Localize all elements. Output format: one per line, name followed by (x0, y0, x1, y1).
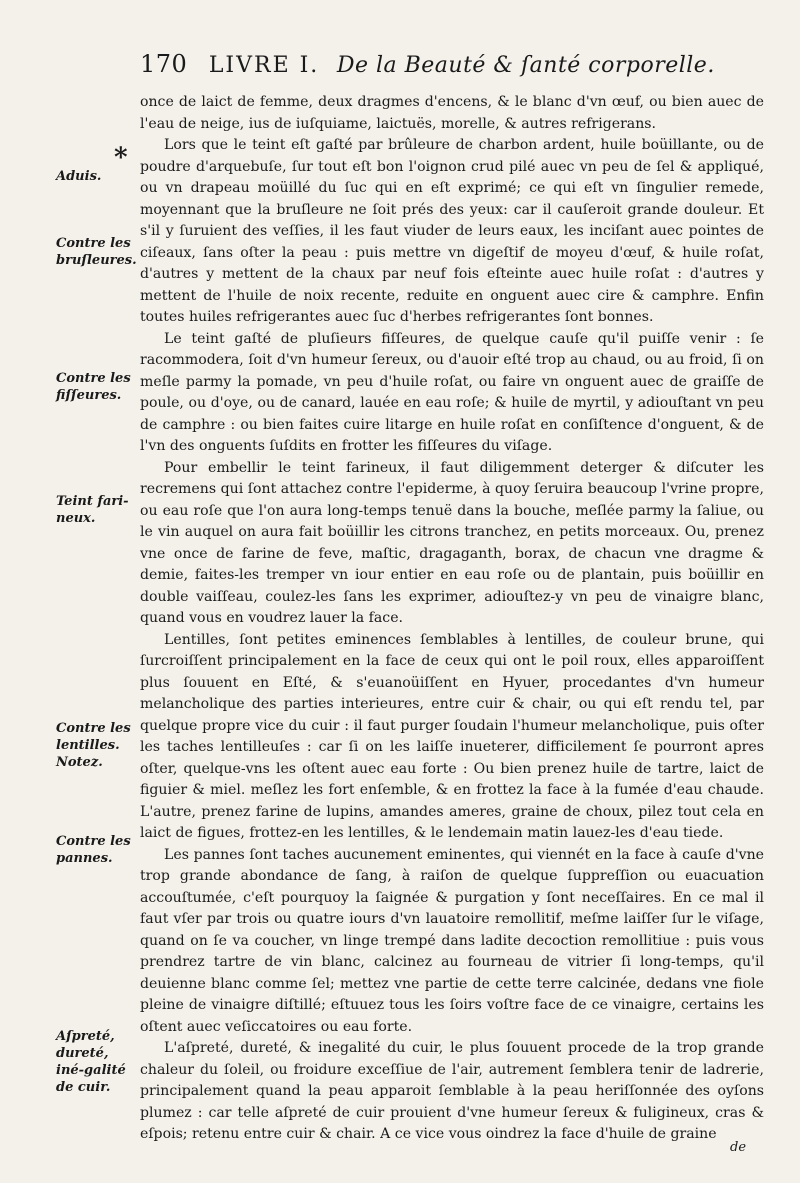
margin-note-lentilles: Contre les lentilles. Notez. (56, 721, 131, 770)
margin-note-teint-farineux: Teint fari-neux. (56, 494, 129, 526)
margin-note-fisseures: Contre les fiſſeures. (56, 371, 131, 403)
paragraph: Lentilles, ſont petites eminences ſemblables à lentilles, de couleur brune, qui ſurcroiſſent principalement en la face de ceux qui ont le poil roux, elles apparoiſſent plus ſouuent en Eſté, & s'euanoüiſſent en Hyuer, procedantes d'vn humeur melancholique des parties interieures, entre cuir & chair, ou qui eſt rendu tel, par quelque propre vice du cuir : il faut purger ſoudain l'humeur melancholique, puis oſter les taches lentilleuſes : car ſi on les laiſſe inueterer, difficilement ſe pourront apres oſter, quelque-vns les oſtent auec eau forte : Ou bien prenez huile de tartre, laict de figuier & miel. meſlez les fort enſemble, & en frottez la face à la fumée d'eau chaude. L'autre, prenez farine de lupins, amandes ameres, graine de choux, pilez tout cela en laict de figues, frottez-en les lentilles, & le lendemain matin lauez-les d'eau tiede. (140, 631, 764, 841)
paragraph: Lors que le teint eſt gaſté par brûleure de charbon ardent, huile boüillante, ou de poudre d'arquebuſe, ſur tout eſt bon l'oignon crud pilé auec vn peu de ſel & appliqué, ou vn drapeau moüillé du ſuc qui en eſt exprimé; ce qui eſt vn ſingulier remede, moyennant que la bruſleure ne ſoit prés des yeux: car il cauſeroit grande douleur. Et s'il y ſuruient des veſſies, il les faut viuder de leurs eaux, les inciſant auec pointes de ciſeaux, ſans oſter la peau : puis mettre vn digeſtif de moyeu d'œuf, & huile roſat, d'autres y mettent de la chaux par neuf fois eſteinte auec huile roſat : d'autres y mettent de l'huile de noix recente, reduite en onguent auec cire & camphre. Enfin toutes huiles refrigerantes auec ſuc d'herbes refrigerantes ſont bonnes. (140, 137, 764, 325)
paragraph: Pour embellir le teint farineux, il faut diligemment deterger & diſcuter les recremens qui ſont attachez contre l'epiderme, à quoy ſeruira beaucoup l'vrine propre, ou eau roſe que l'on aura long-temps tenuë dans la bouche, meſlée parmy la ſaliue, ou le vin auquel on aura fait boüillir les citrons tranchez, en petits morceaux. Ou, prenez vne once de farine de feve, maſtic, dragaganth, borax, de chacun vne dragme & demie, faites-les tremper vn iour entier en eau roſe ou de plantain, puis boüillir en double vaiſſeau, coulez-les ſans les exprimer, adiouſtez-y vn peu de vinaigre blanc, quand vous en voudrez lauer la face. (140, 459, 764, 626)
margin-note-pannes: Contre les pannes. (56, 834, 131, 866)
margin-note-aduis: Aduis. (56, 169, 102, 184)
running-header (140, 50, 780, 78)
catchword: de (730, 1140, 747, 1155)
margin-note-brusleures: Contre les bruſleures. (56, 236, 137, 268)
paragraph: Le teint gaſté de pluſieurs fiſſeures, de quelque cauſe qu'il puiſſe venir : ſe racommodera, ſoit d'vn humeur ſereux, ou d'auoir eſté trop au chaud, ou au froid, ſi on meſle parmy la pomade, vn peu d'huile roſat, ou faire vn onguent auec de graiſſe de poule, ou d'oye, ou de canard, lauée en eau roſe; & huile de myrtil, y adiouſtant vn peu de camphre : ou bien faites cuire litarge en huile roſat en conſiſtence d'onguent, & de l'vn des onguents ſuſdits en frotter les fiſſeures du viſage. (140, 330, 764, 454)
margin-note-aspretes: Aſpreté, dureté, iné-galité de cuir. (56, 1029, 126, 1095)
paragraph: Les pannes ſont taches aucunement eminentes, qui viennét en la face à cauſe d'vne trop grande abondance de ſang, à raiſon de quelque ſuppreſſion ou euacuation accouſtumée, c'eſt pourquoy la ſaignée & purgation y ſont neceſſaires. En ce mal il faut vſer par trois ou quatre iours d'vn lauatoire remollitif, meſme laiſſer ſur le viſage, quand on ſe va coucher, vn linge trempé dans ladite decoction remollitiue : puis vous prendrez tartre de vin blanc, calcinez au fourneau de vitrier ſi long-temps, qu'il deuienne blanc comme ſel; mettez vne partie de cette terre calcinée, dedans vne fiole pleine de vinaigre diſtillé; eſtuuez tous les ſoirs voſtre face de ce vinaigre, certains les oſtent auec veſiccatoires ou eau forte. (140, 846, 764, 1035)
asterisk-marker: * (114, 143, 128, 173)
page-number: 170 (140, 50, 188, 78)
paragraph: once de laict de femme, deux dragmes d'encens, & le blanc d'vn œuf, ou bien auec de l'eau de neige, ius de iuſquiame, laictuës, morelle, & autres refrigerans. (140, 94, 764, 132)
main-text (140, 92, 764, 1146)
running-title: De la Beauté & ſanté corporelle. (336, 53, 715, 78)
paragraph: L'aſpreté, dureté, & inegalité du cuir, le plus ſouuent procede de la trop grande chaleur du ſoleil, ou froidure exceſſiue de l'air, autrement ſemblera tenir de ladrerie, principalement quand la peau apparoit ſemblable à la peau heriſſonnée des oyſons plumez : car telle aſpreté de cuir prouient d'vne humeur ſereux & fuligineux, cras & eſpois; retenu entre cuir & chair. A ce vice vous oindrez la face d'huile de graine (140, 1040, 764, 1142)
book-label: LIVRE I. (208, 53, 320, 78)
